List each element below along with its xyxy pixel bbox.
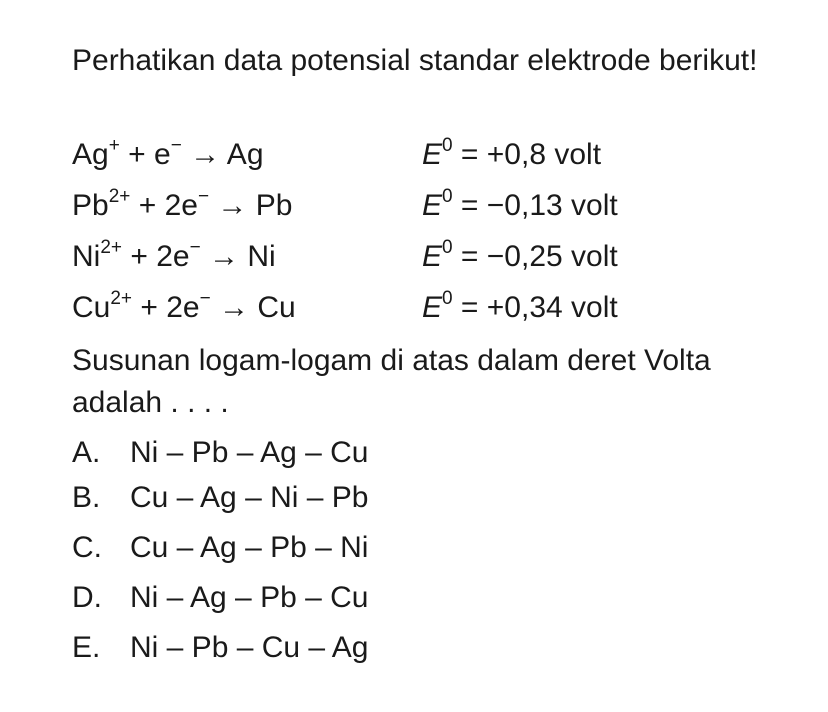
option-letter: E. bbox=[72, 631, 101, 664]
ion-charge: + bbox=[108, 135, 120, 156]
reaction: $Ni^{2+} + 2e^- \to Ni$ bbox=[72, 237, 276, 273]
equation-row bbox=[72, 133, 772, 177]
option-letter: C. bbox=[72, 531, 102, 564]
reaction: $Cu^{2+} + 2e^- \to Cu$ bbox=[72, 288, 296, 324]
option-text: Cu – Ag – Ni – Pb bbox=[130, 481, 369, 514]
ion-charge: 2+ bbox=[108, 186, 131, 207]
standard-potential: $E^0 = +0,8$ volt bbox=[422, 135, 602, 171]
equation-row bbox=[72, 235, 772, 279]
option-text: Ni – Pb – Ag – Cu bbox=[130, 436, 369, 469]
option-letter: A. bbox=[72, 436, 101, 469]
intro-text: Perhatikan data potensial standar elektrode berikut! bbox=[72, 44, 758, 77]
standard-potential: $E^0 = -0,25$ volt bbox=[422, 237, 618, 273]
equation-row bbox=[72, 286, 772, 330]
question-text: Susunan logam-logam di atas dalam deret Volta adalah . . . . bbox=[72, 344, 711, 419]
reaction: $Pb^{2+} + 2e^- \to Pb$ bbox=[72, 186, 293, 222]
electron-charge: − bbox=[189, 237, 201, 258]
option-letter: D. bbox=[72, 581, 102, 614]
electron-charge: − bbox=[170, 135, 182, 156]
electron-charge: − bbox=[197, 186, 210, 207]
standard-potential: $E^0 = -0,13$ volt bbox=[422, 186, 618, 222]
ion-charge: 2+ bbox=[100, 237, 123, 258]
option-text: Ni – Ag – Pb – Cu bbox=[130, 581, 369, 614]
electron-charge: − bbox=[199, 288, 211, 309]
option-letter: B. bbox=[72, 481, 101, 514]
ion-charge: 2+ bbox=[110, 288, 133, 309]
reaction: Ag+ + e− → Ag bbox=[72, 135, 264, 171]
equation-row bbox=[72, 184, 772, 228]
standard-potential: $E^0 = +0,34$ volt bbox=[422, 288, 618, 324]
option-text: Cu – Ag – Pb – Ni bbox=[130, 531, 369, 564]
option-text: Ni – Pb – Cu – Ag bbox=[130, 631, 369, 664]
